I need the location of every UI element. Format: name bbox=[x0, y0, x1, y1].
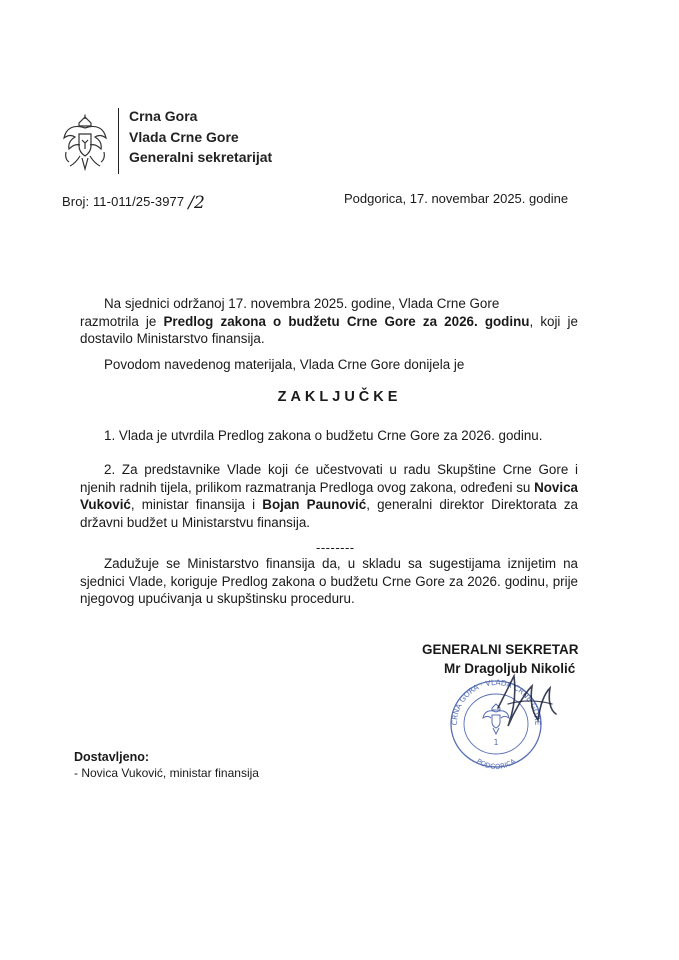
distribution-item: - Novica Vuković, ministar finansija bbox=[74, 766, 259, 780]
conclusion-1: 1. Vlada je utvrdila Predlog zakona o budžetu Crne Gore za 2026. godinu. bbox=[104, 428, 543, 443]
representative-name-1: Novica Vuković bbox=[80, 479, 578, 512]
intro-post: , koji je dostavilo Ministarstvo finansija. bbox=[80, 313, 578, 346]
handwritten-signature bbox=[478, 666, 574, 736]
section-separator: -------- bbox=[316, 540, 355, 555]
instruction-paragraph: Zadužuje se Ministarstvo finansija da, u skladu sa sugestijama iznijetim na sjednici Vlade, koriguje Predlog zakona o budžetu Crne Gore za 2026. godinu, prije njegovog upućivanja u skupštinsku proceduru. bbox=[80, 556, 578, 606]
representative-name-2: Bojan Paunović bbox=[262, 497, 367, 512]
decision-intro: Povodom navedenog materijala, Vlada Crne Gore donijela je bbox=[104, 357, 465, 372]
coat-of-arms-icon bbox=[62, 114, 108, 172]
handwritten-suffix: /2 bbox=[188, 193, 205, 213]
conclusions-heading: ZAKLJUČKE bbox=[277, 389, 402, 405]
intro-paragraph bbox=[80, 295, 578, 348]
place-date: Podgorica, 17. novembar 2025. godine bbox=[344, 191, 569, 206]
stamp-text-top: CRNA GORA · VLADA CRNE GORE bbox=[449, 677, 543, 726]
intro-pre: razmotrila je bbox=[80, 313, 164, 329]
org-line-secretariat: Generalni sekretarijat bbox=[129, 149, 273, 165]
conclusion-2-post: , generalni direktor Direktorata za državni budžet u Ministarstvu finansija. bbox=[80, 497, 578, 530]
intro-line-rest bbox=[80, 313, 578, 348]
distribution-label: Dostavljeno: bbox=[74, 750, 150, 764]
reference-number-text: Broj: 11-011/25-3977 bbox=[62, 194, 185, 209]
stamp-number: 1 bbox=[493, 738, 499, 747]
stamp-text-bottom: PODGORICA bbox=[474, 757, 518, 770]
organization-name bbox=[129, 106, 272, 168]
law-title: Predlog zakona o budžetu Crne Gore za 2026. godinu bbox=[163, 313, 530, 329]
org-line-government: Vlada Crne Gore bbox=[129, 128, 239, 145]
signatory-title: GENERALNI SEKRETAR bbox=[422, 642, 579, 657]
reference-number bbox=[62, 191, 205, 211]
conclusion-2 bbox=[80, 461, 578, 531]
letterhead-divider bbox=[118, 108, 119, 174]
org-line-country: Crna Gora bbox=[129, 108, 198, 124]
distribution-list bbox=[74, 749, 259, 781]
conclusion-2-mid: , ministar finansija i bbox=[130, 497, 263, 512]
conclusion-2-pre: 2. Za predstavnike Vlade koji će učestvovati u radu Skupštine Crne Gore i njenih radnih tijela, prilikom razmatranja Predloga ovog zakona, određeni su bbox=[80, 462, 578, 495]
signatory-name: Mr Dragoljub Nikolić bbox=[444, 660, 576, 676]
intro-line-1: Na sjednici održanoj 17. novembra 2025. godine, Vlada Crne Gore bbox=[104, 296, 500, 311]
letterhead bbox=[62, 106, 362, 172]
